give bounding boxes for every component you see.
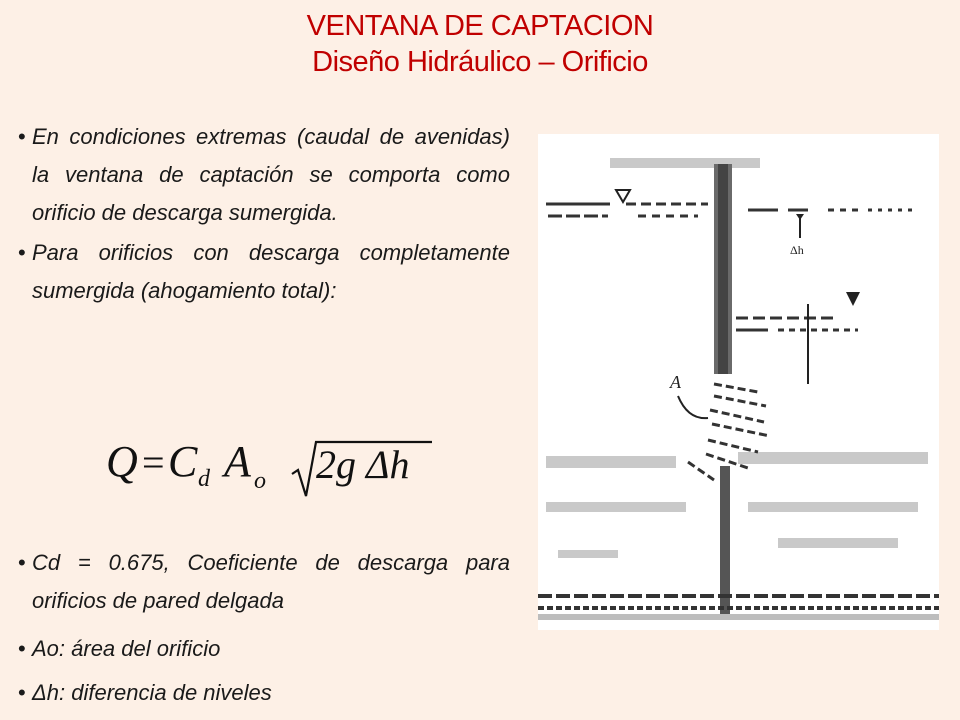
formula-c: C [168, 437, 198, 486]
formula-radicand: 2g Δh [316, 442, 410, 487]
bullet-extreme-conditions: • En condiciones extremas (caudal de avenidas) la ventana de captación se comporta como orificio de descarga sumergida. [18, 118, 510, 232]
bullet-cd-coefficient: • Cd = 0.675, Coeficiente de descarga para orificios de pared delgada [18, 544, 510, 620]
formula-o-subscript: o [254, 468, 266, 494]
slide-subtitle: Diseño Hidráulico – Orificio [312, 46, 648, 78]
bullet-submerged-discharge: • Para orificios con descarga completamente sumergida (ahogamiento total): [18, 234, 510, 310]
bullet-dh-levels: • Δh: diferencia de niveles [18, 674, 510, 712]
formula-a: A [224, 437, 251, 486]
bullet-ao-area: • Ao: área del orificio [18, 630, 510, 668]
slide-title: VENTANA DE CAPTACION [306, 10, 654, 42]
formula-q: Q [106, 437, 138, 486]
formula-d-subscript: d [198, 466, 210, 492]
orifice-formula [106, 424, 436, 504]
delta-h-label: Δh [790, 243, 804, 257]
orifice-label: A [670, 372, 681, 392]
orifice-diagram [538, 134, 939, 630]
formula-equals: = [142, 440, 165, 485]
slide-header [0, 8, 960, 80]
